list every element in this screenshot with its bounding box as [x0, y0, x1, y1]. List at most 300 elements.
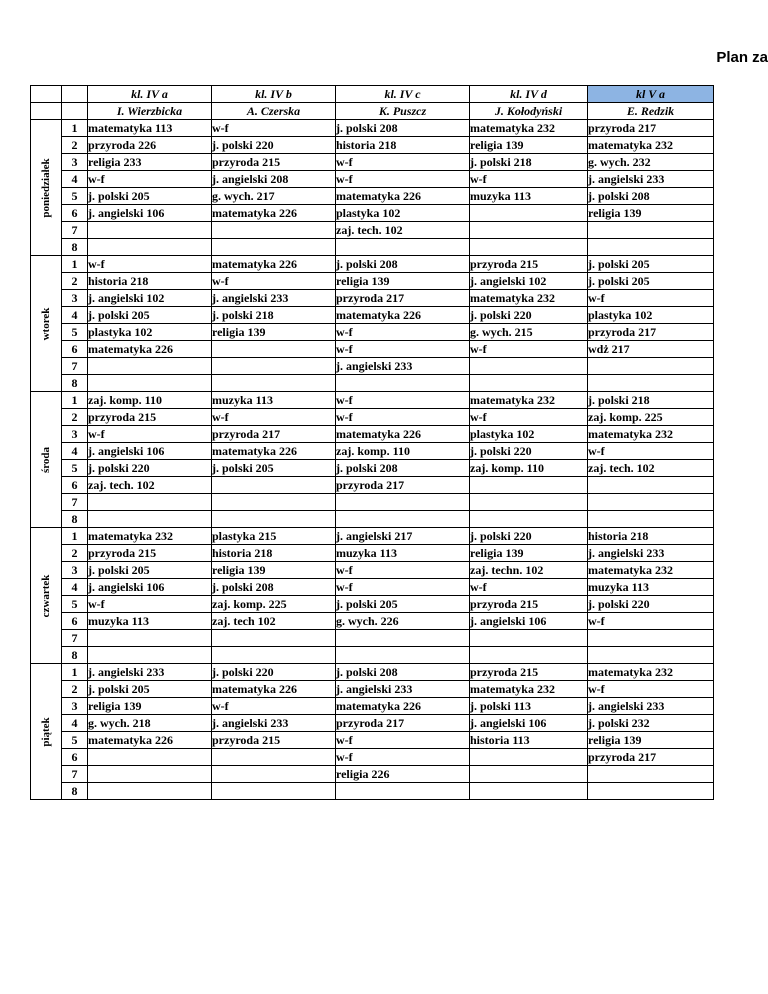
- lesson-cell: matematyka 226: [336, 188, 470, 205]
- lesson-row: [31, 494, 714, 511]
- lesson-row: [31, 239, 714, 256]
- lesson-cell: w-f: [470, 409, 588, 426]
- lesson-cell: j. polski 205: [336, 596, 470, 613]
- lesson-cell: [88, 783, 212, 800]
- lesson-cell: przyroda 215: [470, 664, 588, 681]
- lesson-cell: religia 139: [588, 732, 714, 749]
- lesson-cell: [88, 222, 212, 239]
- lesson-cell: przyroda 217: [588, 324, 714, 341]
- lesson-cell: j. angielski 233: [588, 545, 714, 562]
- lesson-cell: j. polski 205: [88, 562, 212, 579]
- lesson-cell: j. polski 232: [588, 715, 714, 732]
- lesson-number: 2: [62, 273, 88, 290]
- lesson-cell: w-f: [88, 171, 212, 188]
- lesson-row: [31, 409, 714, 426]
- teacher-header: A. Czerska: [212, 103, 336, 120]
- lesson-cell: muzyka 113: [588, 579, 714, 596]
- day-label: poniedziałek: [40, 157, 52, 218]
- lesson-cell: j. polski 208: [336, 664, 470, 681]
- lesson-cell: j. polski 208: [336, 256, 470, 273]
- lesson-number: 4: [62, 171, 88, 188]
- lesson-cell: j. polski 205: [88, 681, 212, 698]
- lesson-cell: [588, 783, 714, 800]
- lesson-cell: j. polski 205: [588, 273, 714, 290]
- lesson-number: 5: [62, 732, 88, 749]
- lesson-cell: [470, 511, 588, 528]
- lesson-cell: religia 226: [336, 766, 470, 783]
- day-label: czwartek: [40, 574, 52, 617]
- lesson-number: 8: [62, 647, 88, 664]
- lesson-row: [31, 460, 714, 477]
- teacher-header: J. Kołodyński: [470, 103, 588, 120]
- lesson-cell: zaj. komp. 225: [212, 596, 336, 613]
- lesson-cell: w-f: [336, 562, 470, 579]
- lesson-cell: [470, 494, 588, 511]
- lesson-cell: przyroda 217: [336, 477, 470, 494]
- lesson-cell: [88, 358, 212, 375]
- lesson-cell: j. angielski 233: [336, 358, 470, 375]
- lesson-row: [31, 528, 714, 545]
- lesson-number: 6: [62, 613, 88, 630]
- lesson-cell: [588, 511, 714, 528]
- lesson-cell: przyroda 215: [88, 545, 212, 562]
- lesson-cell: [336, 647, 470, 664]
- lesson-cell: matematyka 232: [588, 426, 714, 443]
- lesson-cell: w-f: [212, 273, 336, 290]
- lesson-cell: j. polski 208: [336, 120, 470, 137]
- lesson-cell: w-f: [336, 171, 470, 188]
- class-header: kl. IV c: [336, 86, 470, 103]
- lesson-number: 5: [62, 324, 88, 341]
- lesson-cell: historia 218: [588, 528, 714, 545]
- day-label-cell: [31, 256, 62, 392]
- class-header: kl. IV d: [470, 86, 588, 103]
- lesson-cell: muzyka 113: [212, 392, 336, 409]
- lesson-row: [31, 188, 714, 205]
- lesson-cell: w-f: [336, 732, 470, 749]
- lesson-cell: zaj. techn. 102: [470, 562, 588, 579]
- lesson-cell: [588, 358, 714, 375]
- lesson-row: [31, 766, 714, 783]
- lesson-row: [31, 715, 714, 732]
- lesson-cell: zaj. komp. 225: [588, 409, 714, 426]
- lesson-number: 3: [62, 562, 88, 579]
- lesson-cell: j. polski 205: [212, 460, 336, 477]
- lesson-cell: [212, 494, 336, 511]
- lesson-row: [31, 375, 714, 392]
- lesson-cell: religia 139: [470, 545, 588, 562]
- lesson-cell: w-f: [470, 341, 588, 358]
- lesson-cell: [88, 766, 212, 783]
- lesson-cell: w-f: [588, 681, 714, 698]
- lesson-cell: przyroda 217: [588, 120, 714, 137]
- lesson-row: [31, 256, 714, 273]
- lesson-cell: religia 139: [212, 324, 336, 341]
- lesson-row: [31, 137, 714, 154]
- lesson-cell: matematyka 226: [336, 698, 470, 715]
- lesson-number: 8: [62, 511, 88, 528]
- lesson-cell: w-f: [588, 613, 714, 630]
- lesson-cell: zaj. tech. 102: [588, 460, 714, 477]
- day-label-cell: [31, 120, 62, 256]
- lesson-number: 4: [62, 715, 88, 732]
- lesson-row: [31, 477, 714, 494]
- lesson-cell: [212, 239, 336, 256]
- lesson-cell: [588, 477, 714, 494]
- lesson-number: 6: [62, 205, 88, 222]
- lesson-cell: w-f: [336, 324, 470, 341]
- class-header: kl V a: [588, 86, 714, 103]
- lesson-row: [31, 324, 714, 341]
- lesson-cell: [88, 749, 212, 766]
- lesson-cell: przyroda 226: [88, 137, 212, 154]
- lesson-cell: wdż 217: [588, 341, 714, 358]
- lesson-cell: j. angielski 102: [470, 273, 588, 290]
- lesson-cell: j. polski 218: [470, 154, 588, 171]
- lesson-cell: w-f: [212, 409, 336, 426]
- lesson-cell: [88, 375, 212, 392]
- lesson-cell: w-f: [470, 579, 588, 596]
- lesson-cell: j. polski 220: [470, 443, 588, 460]
- day-label-cell: [31, 664, 62, 800]
- lesson-cell: [588, 766, 714, 783]
- lesson-cell: w-f: [88, 596, 212, 613]
- lesson-number: 4: [62, 579, 88, 596]
- lesson-cell: j. angielski 106: [88, 443, 212, 460]
- lesson-cell: w-f: [470, 171, 588, 188]
- lesson-cell: j. polski 220: [212, 664, 336, 681]
- lesson-number: 6: [62, 749, 88, 766]
- lesson-number: 8: [62, 783, 88, 800]
- lesson-row: [31, 681, 714, 698]
- lesson-cell: j. angielski 106: [470, 613, 588, 630]
- lesson-cell: historia 218: [88, 273, 212, 290]
- schedule-table: [30, 85, 714, 800]
- lesson-cell: zaj. tech. 102: [336, 222, 470, 239]
- lesson-cell: [588, 239, 714, 256]
- lesson-cell: [88, 630, 212, 647]
- day-label: piątek: [40, 716, 52, 747]
- lesson-cell: [88, 511, 212, 528]
- page-title: Plan za: [716, 49, 768, 66]
- lesson-cell: w-f: [588, 290, 714, 307]
- lesson-cell: matematyka 226: [88, 732, 212, 749]
- lesson-cell: przyroda 217: [336, 715, 470, 732]
- lesson-cell: g. wych. 217: [212, 188, 336, 205]
- lesson-cell: przyroda 217: [588, 749, 714, 766]
- lesson-cell: w-f: [88, 426, 212, 443]
- lesson-number: 2: [62, 545, 88, 562]
- lesson-row: [31, 613, 714, 630]
- lesson-cell: [470, 783, 588, 800]
- lesson-row: [31, 630, 714, 647]
- lesson-cell: w-f: [212, 120, 336, 137]
- lesson-row: [31, 358, 714, 375]
- lesson-row: [31, 562, 714, 579]
- lesson-cell: [470, 647, 588, 664]
- lesson-row: [31, 307, 714, 324]
- lesson-cell: matematyka 226: [212, 681, 336, 698]
- lesson-cell: matematyka 226: [88, 341, 212, 358]
- corner-cell: [62, 103, 88, 120]
- lesson-cell: [588, 494, 714, 511]
- lesson-cell: w-f: [336, 409, 470, 426]
- lesson-cell: j. polski 208: [336, 460, 470, 477]
- lesson-row: [31, 205, 714, 222]
- lesson-cell: w-f: [336, 154, 470, 171]
- lesson-cell: [212, 341, 336, 358]
- day-label: środa: [40, 446, 52, 473]
- corner-cell: [31, 103, 62, 120]
- teacher-row: [31, 103, 714, 120]
- lesson-cell: [212, 375, 336, 392]
- lesson-row: [31, 732, 714, 749]
- lesson-number: 1: [62, 528, 88, 545]
- class-name-row: [31, 86, 714, 103]
- lesson-cell: j. angielski 233: [88, 664, 212, 681]
- lesson-row: [31, 596, 714, 613]
- lesson-row: [31, 154, 714, 171]
- lesson-cell: [336, 239, 470, 256]
- lesson-cell: matematyka 232: [470, 290, 588, 307]
- lesson-number: 1: [62, 256, 88, 273]
- lesson-cell: j. polski 218: [588, 392, 714, 409]
- lesson-row: [31, 545, 714, 562]
- lesson-cell: [470, 239, 588, 256]
- lesson-number: 3: [62, 290, 88, 307]
- lesson-cell: muzyka 113: [336, 545, 470, 562]
- lesson-cell: w-f: [336, 392, 470, 409]
- lesson-cell: matematyka 232: [588, 664, 714, 681]
- lesson-cell: w-f: [336, 579, 470, 596]
- lesson-row: [31, 273, 714, 290]
- lesson-cell: przyroda 215: [470, 596, 588, 613]
- schedule-body: [31, 120, 714, 800]
- lesson-number: 1: [62, 120, 88, 137]
- lesson-cell: historia 218: [212, 545, 336, 562]
- lesson-number: 6: [62, 477, 88, 494]
- lesson-cell: j. angielski 106: [470, 715, 588, 732]
- lesson-cell: j. angielski 233: [212, 290, 336, 307]
- lesson-cell: plastyka 102: [88, 324, 212, 341]
- lesson-cell: [336, 783, 470, 800]
- day-label: wtorek: [40, 307, 52, 340]
- lesson-cell: matematyka 226: [212, 205, 336, 222]
- lesson-cell: j. angielski 102: [88, 290, 212, 307]
- lesson-cell: j. polski 220: [588, 596, 714, 613]
- lesson-cell: j. angielski 106: [88, 579, 212, 596]
- lesson-number: 2: [62, 137, 88, 154]
- lesson-cell: j. angielski 233: [588, 171, 714, 188]
- lesson-cell: j. angielski 106: [88, 205, 212, 222]
- lesson-row: [31, 647, 714, 664]
- lesson-cell: matematyka 232: [470, 681, 588, 698]
- lesson-number: 1: [62, 664, 88, 681]
- teacher-header: E. Redzik: [588, 103, 714, 120]
- lesson-cell: religia 139: [588, 205, 714, 222]
- lesson-number: 2: [62, 409, 88, 426]
- lesson-cell: j. angielski 217: [336, 528, 470, 545]
- lesson-cell: religia 139: [212, 562, 336, 579]
- lesson-cell: matematyka 232: [470, 120, 588, 137]
- lesson-number: 1: [62, 392, 88, 409]
- lesson-cell: j. polski 208: [588, 188, 714, 205]
- lesson-cell: religia 139: [88, 698, 212, 715]
- lesson-cell: j. polski 113: [470, 698, 588, 715]
- lesson-row: [31, 290, 714, 307]
- lesson-number: 4: [62, 307, 88, 324]
- lesson-cell: zaj. komp. 110: [88, 392, 212, 409]
- lesson-cell: religia 139: [470, 137, 588, 154]
- lesson-number: 3: [62, 154, 88, 171]
- lesson-cell: matematyka 226: [336, 426, 470, 443]
- day-label-cell: [31, 528, 62, 664]
- lesson-cell: j. polski 220: [212, 137, 336, 154]
- lesson-cell: [470, 749, 588, 766]
- lesson-cell: [336, 511, 470, 528]
- lesson-cell: muzyka 113: [470, 188, 588, 205]
- lesson-number: 8: [62, 375, 88, 392]
- lesson-cell: przyroda 217: [212, 426, 336, 443]
- lesson-cell: religia 139: [336, 273, 470, 290]
- lesson-cell: religia 233: [88, 154, 212, 171]
- lesson-cell: w-f: [212, 698, 336, 715]
- lesson-number: 5: [62, 596, 88, 613]
- lesson-cell: g. wych. 218: [88, 715, 212, 732]
- lesson-number: 2: [62, 681, 88, 698]
- lesson-cell: [212, 766, 336, 783]
- lesson-number: 8: [62, 239, 88, 256]
- lesson-cell: zaj. komp. 110: [336, 443, 470, 460]
- lesson-row: [31, 749, 714, 766]
- lesson-cell: [336, 630, 470, 647]
- class-header: kl. IV a: [88, 86, 212, 103]
- lesson-number: 4: [62, 443, 88, 460]
- lesson-cell: przyroda 215: [470, 256, 588, 273]
- lesson-cell: plastyka 215: [212, 528, 336, 545]
- lesson-cell: zaj. tech 102: [212, 613, 336, 630]
- lesson-cell: [88, 239, 212, 256]
- lesson-cell: [470, 205, 588, 222]
- lesson-number: 7: [62, 766, 88, 783]
- lesson-row: [31, 511, 714, 528]
- lesson-cell: [588, 222, 714, 239]
- lesson-row: [31, 392, 714, 409]
- lesson-cell: j. angielski 233: [336, 681, 470, 698]
- corner-cell: [31, 86, 62, 103]
- lesson-cell: w-f: [88, 256, 212, 273]
- lesson-cell: przyroda 215: [212, 732, 336, 749]
- lesson-cell: przyroda 215: [212, 154, 336, 171]
- lesson-cell: matematyka 232: [470, 392, 588, 409]
- lesson-row: [31, 426, 714, 443]
- lesson-cell: g. wych. 215: [470, 324, 588, 341]
- lesson-cell: [212, 477, 336, 494]
- lesson-cell: [588, 375, 714, 392]
- lesson-cell: j. polski 218: [212, 307, 336, 324]
- teacher-header: K. Puszcz: [336, 103, 470, 120]
- lesson-cell: plastyka 102: [470, 426, 588, 443]
- lesson-number: 7: [62, 358, 88, 375]
- lesson-number: 7: [62, 494, 88, 511]
- lesson-row: [31, 579, 714, 596]
- lesson-number: 5: [62, 460, 88, 477]
- lesson-cell: matematyka 232: [588, 562, 714, 579]
- lesson-cell: j. angielski 233: [212, 715, 336, 732]
- lesson-cell: [470, 766, 588, 783]
- lesson-row: [31, 783, 714, 800]
- lesson-cell: j. polski 205: [88, 188, 212, 205]
- lesson-number: 6: [62, 341, 88, 358]
- lesson-cell: j. polski 205: [588, 256, 714, 273]
- lesson-row: [31, 341, 714, 358]
- lesson-row: [31, 222, 714, 239]
- lesson-cell: [212, 222, 336, 239]
- lesson-cell: j. polski 205: [88, 307, 212, 324]
- lesson-cell: g. wych. 232: [588, 154, 714, 171]
- lesson-cell: [470, 630, 588, 647]
- lesson-cell: [588, 630, 714, 647]
- lesson-number: 3: [62, 426, 88, 443]
- lesson-cell: [470, 477, 588, 494]
- lesson-cell: przyroda 217: [336, 290, 470, 307]
- lesson-cell: historia 218: [336, 137, 470, 154]
- lesson-cell: zaj. komp. 110: [470, 460, 588, 477]
- lesson-cell: [212, 647, 336, 664]
- lesson-cell: [212, 358, 336, 375]
- lesson-cell: matematyka 113: [88, 120, 212, 137]
- lesson-cell: j. angielski 208: [212, 171, 336, 188]
- lesson-cell: [470, 375, 588, 392]
- lesson-cell: plastyka 102: [588, 307, 714, 324]
- lesson-cell: zaj. tech. 102: [88, 477, 212, 494]
- lesson-cell: [212, 630, 336, 647]
- lesson-cell: [88, 647, 212, 664]
- lesson-row: [31, 171, 714, 188]
- lesson-cell: [212, 749, 336, 766]
- lesson-number: 7: [62, 630, 88, 647]
- lesson-cell: j. polski 208: [212, 579, 336, 596]
- lesson-row: [31, 443, 714, 460]
- lesson-cell: j. polski 220: [88, 460, 212, 477]
- lesson-row: [31, 120, 714, 137]
- lesson-number: 3: [62, 698, 88, 715]
- day-label-cell: [31, 392, 62, 528]
- lesson-cell: matematyka 226: [336, 307, 470, 324]
- lesson-cell: matematyka 232: [88, 528, 212, 545]
- lesson-row: [31, 664, 714, 681]
- lesson-cell: j. polski 220: [470, 528, 588, 545]
- lesson-cell: [336, 375, 470, 392]
- lesson-cell: [336, 494, 470, 511]
- lesson-row: [31, 698, 714, 715]
- lesson-cell: przyroda 215: [88, 409, 212, 426]
- corner-cell: [62, 86, 88, 103]
- lesson-cell: w-f: [588, 443, 714, 460]
- lesson-cell: [470, 222, 588, 239]
- lesson-cell: w-f: [336, 341, 470, 358]
- lesson-cell: [212, 783, 336, 800]
- class-header: kl. IV b: [212, 86, 336, 103]
- lesson-cell: [88, 494, 212, 511]
- lesson-cell: matematyka 232: [588, 137, 714, 154]
- lesson-cell: w-f: [336, 749, 470, 766]
- lesson-cell: g. wych. 226: [336, 613, 470, 630]
- lesson-cell: [212, 511, 336, 528]
- lesson-cell: [588, 647, 714, 664]
- lesson-cell: plastyka 102: [336, 205, 470, 222]
- teacher-header: I. Wierzbicka: [88, 103, 212, 120]
